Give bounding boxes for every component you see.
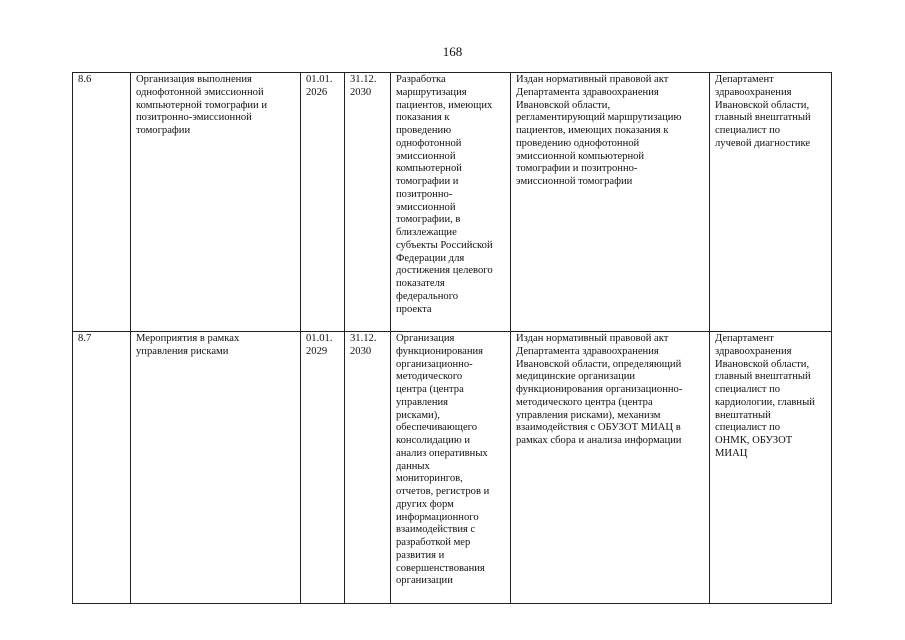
result-cell (511, 73, 710, 332)
table-row (73, 73, 832, 332)
event-description: Организация функционирования организационно- методического центра (центра управления рисками), обеспечивающего консолидацию и анализ оперативных данных мониторингов, отчетов, регистров и других форм информационного взаимодействия с разработкой мер развития и совершенствования организации (396, 333, 490, 587)
item-number: 8.7 (78, 333, 92, 344)
end-date: 31.12. 2030 (350, 74, 377, 98)
start-date-cell (301, 73, 345, 332)
action-plan-table (72, 72, 832, 604)
responsible-party: Департамент здравоохранения Ивановской области, главный внештатный специалист по кардиологии, главный внештатный специалист по ОНМК, ОБУЗОТ МИАЦ (715, 333, 815, 459)
event-description: Разработка маршрутизация пациентов, имеющих показания к проведению однофотонной эмиссионной компьютерной томографии и позитронно- эмиссионной томографии, в близлежащие субъекты Российской Федерации для достижения целевого показателя федерального проекта (396, 74, 493, 315)
result-cell (511, 332, 710, 604)
responsible-cell (710, 332, 832, 604)
item-number: 8.6 (78, 74, 92, 85)
end-date: 31.12. 2030 (350, 333, 377, 357)
responsible-party: Департамент здравоохранения Ивановской области, главный внештатный специалист по лучевой диагностике (715, 74, 811, 149)
expected-result: Издан нормативный правовой акт Департамента здравоохранения Ивановской области, регламентирующий маршрутизацию пациентов, имеющих показания к проведению однофотонной эмиссионной компьютерной томографии и позитронно- эмиссионной томографии (516, 74, 682, 187)
description-cell (391, 332, 511, 604)
event-name-cell (131, 73, 301, 332)
start-date: 01.01. 2029 (306, 333, 333, 357)
item-number-cell (73, 73, 131, 332)
item-number-cell (73, 332, 131, 604)
end-date-cell (345, 332, 391, 604)
description-cell (391, 73, 511, 332)
start-date: 01.01. 2026 (306, 74, 333, 98)
start-date-cell (301, 332, 345, 604)
table-row (73, 332, 832, 604)
event-name: Мероприятия в рамках управления рисками (136, 333, 240, 357)
responsible-cell (710, 73, 832, 332)
event-name: Организация выполнения однофотонной эмиссионной компьютерной томографии и позитронно-эмиссионной томографии (136, 74, 268, 136)
end-date-cell (345, 73, 391, 332)
page-number: 168 (442, 44, 463, 59)
event-name-cell (131, 332, 301, 604)
expected-result: Издан нормативный правовой акт Департамента здравоохранения Ивановской области, определяющий медицинские организации функционирования организационно- методического центра (центра управления рисками), механизм взаимодействия с ОБУЗОТ МИАЦ в рамках сбора и анализа информации (516, 333, 683, 446)
